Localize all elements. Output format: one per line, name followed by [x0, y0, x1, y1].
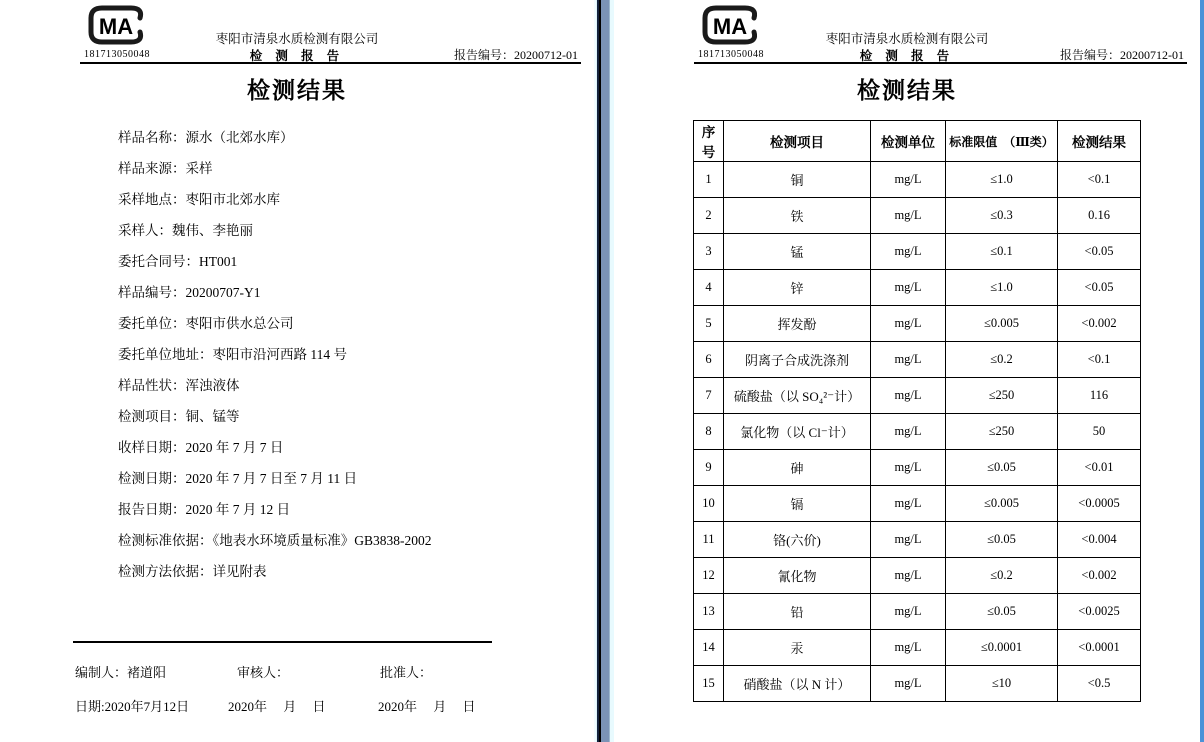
cell-result: <0.002	[1058, 306, 1141, 342]
field-row	[118, 556, 432, 587]
cell-unit: mg/L	[871, 450, 946, 486]
field-row	[118, 432, 432, 463]
cell-limit: ≤0.005	[946, 306, 1058, 342]
approver-label: 批准人：	[380, 665, 433, 680]
table-header-row	[694, 121, 1141, 162]
cell-limit: ≤0.0001	[946, 630, 1058, 666]
cell-result: <0.002	[1058, 558, 1141, 594]
field-label: 收样日期：	[118, 440, 186, 455]
field-label: 样品来源：	[118, 161, 186, 176]
cell-unit: mg/L	[871, 234, 946, 270]
field-row	[118, 339, 432, 370]
header-cell-no: 序号	[694, 121, 724, 162]
table-row	[694, 414, 1141, 450]
field-value: 2020 年 7 月 7 日至 7 月 11 日	[185, 471, 358, 486]
header-cell-result: 检测结果	[1058, 121, 1141, 162]
table-row	[694, 198, 1141, 234]
company-name: 枣阳市清泉水质检测有限公司	[215, 32, 379, 46]
cell-result: <0.05	[1058, 270, 1141, 306]
footer-rule	[73, 641, 492, 643]
prepare-date: 日期:2020年7月12日	[75, 699, 190, 714]
cell-limit: ≤0.05	[946, 594, 1058, 630]
report-page-left	[0, 0, 594, 742]
field-row	[118, 401, 432, 432]
field-label: 样品编号：	[118, 285, 186, 300]
cell-item: 铅	[724, 594, 871, 630]
cell-no: 13	[694, 594, 724, 630]
cell-no: 2	[694, 198, 724, 234]
field-label: 检测方法依据：	[118, 564, 213, 579]
field-row	[118, 184, 432, 215]
field-value: 铜、锰等	[185, 409, 240, 424]
cell-no: 6	[694, 342, 724, 378]
field-value: HT001	[199, 254, 238, 269]
header-cell-item: 检测项目	[724, 121, 871, 162]
cell-item: 镉	[724, 486, 871, 522]
cell-no: 7	[694, 378, 724, 414]
field-label: 委托单位地址：	[118, 347, 213, 362]
report-page-right	[614, 0, 1200, 742]
cell-unit: mg/L	[871, 666, 946, 702]
cell-limit: ≤10	[946, 666, 1058, 702]
page-title: 检测结果	[857, 78, 957, 103]
field-row	[118, 215, 432, 246]
cell-no: 8	[694, 414, 724, 450]
report-number	[454, 46, 578, 63]
header-cell-unit: 检测单位	[871, 121, 946, 162]
field-value: 浑浊液体	[185, 378, 240, 393]
cell-limit: ≤0.05	[946, 522, 1058, 558]
field-label: 采样人：	[118, 223, 172, 238]
cell-no: 15	[694, 666, 724, 702]
field-value: 详见附表	[212, 564, 267, 579]
table-row	[694, 522, 1141, 558]
cell-item: 铜	[724, 162, 871, 198]
cell-result: <0.0001	[1058, 630, 1141, 666]
cell-no: 12	[694, 558, 724, 594]
field-value: 枣阳市沿河西路 114 号	[212, 347, 347, 362]
field-label: 检测标准依据：	[118, 533, 213, 548]
cell-unit: mg/L	[871, 198, 946, 234]
cell-no: 10	[694, 486, 724, 522]
cell-result: <0.0005	[1058, 486, 1141, 522]
field-value: 《地表水环境质量标准》GB3838-2002	[212, 533, 432, 548]
cell-unit: mg/L	[871, 270, 946, 306]
field-label: 委托合同号：	[118, 254, 199, 269]
cell-limit: ≤1.0	[946, 270, 1058, 306]
cell-unit: mg/L	[871, 342, 946, 378]
cell-item: 硫酸盐（以 SO₄²⁻计）	[724, 378, 871, 414]
cell-item: 铁	[724, 198, 871, 234]
table-row	[694, 450, 1141, 486]
report-number-label: 报告编号：	[1059, 48, 1120, 62]
field-row	[118, 463, 432, 494]
field-value: 采样	[185, 161, 213, 176]
doc-type-label: 检 测 报 告	[249, 49, 345, 63]
field-row	[118, 246, 432, 277]
field-value: 枣阳市北郊水库	[185, 192, 280, 207]
cell-result: <0.05	[1058, 234, 1141, 270]
table-row	[694, 378, 1141, 414]
field-label: 采样地点：	[118, 192, 186, 207]
table-row	[694, 270, 1141, 306]
field-row	[118, 277, 432, 308]
cell-result: <0.0025	[1058, 594, 1141, 630]
cell-item: 挥发酚	[724, 306, 871, 342]
field-value: 2020 年 7 月 7 日	[185, 440, 284, 455]
field-row	[118, 494, 432, 525]
cell-result: 50	[1058, 414, 1141, 450]
table-row	[694, 486, 1141, 522]
field-label: 样品名称：	[118, 130, 186, 145]
cell-limit: ≤0.3	[946, 198, 1058, 234]
cell-no: 3	[694, 234, 724, 270]
field-value: 20200707-Y1	[185, 285, 261, 300]
report-fields	[118, 122, 432, 587]
table-row	[694, 306, 1141, 342]
table-row	[694, 162, 1141, 198]
cell-limit: ≤250	[946, 378, 1058, 414]
table-row	[694, 234, 1141, 270]
field-row	[118, 370, 432, 401]
cell-item: 锰	[724, 234, 871, 270]
results-table	[693, 120, 1141, 702]
cell-unit: mg/L	[871, 162, 946, 198]
cell-limit: ≤0.1	[946, 234, 1058, 270]
cell-unit: mg/L	[871, 414, 946, 450]
field-label: 检测日期：	[118, 471, 186, 486]
report-number-label: 报告编号：	[453, 48, 514, 62]
cell-no: 9	[694, 450, 724, 486]
field-value: 2020 年 7 月 12 日	[185, 502, 291, 517]
cell-result: 0.16	[1058, 198, 1141, 234]
cell-unit: mg/L	[871, 486, 946, 522]
approve-date: 2020年 月 日	[378, 699, 476, 714]
field-row	[118, 525, 432, 556]
cell-result: <0.1	[1058, 162, 1141, 198]
page-spine-divider	[594, 0, 614, 742]
report-number-value: 20200712-01	[1120, 48, 1184, 62]
field-label: 检测项目：	[118, 409, 186, 424]
cell-limit: ≤0.2	[946, 558, 1058, 594]
page-title: 检测结果	[247, 78, 347, 103]
cell-unit: mg/L	[871, 378, 946, 414]
cell-limit: ≤1.0	[946, 162, 1058, 198]
table-row	[694, 342, 1141, 378]
viewer-right-edge	[1200, 0, 1204, 742]
field-row	[118, 122, 432, 153]
cma-logo-text: MA	[98, 14, 134, 39]
table-row	[694, 558, 1141, 594]
cell-limit: ≤250	[946, 414, 1058, 450]
report-number-value: 20200712-01	[514, 48, 578, 62]
cell-limit: ≤0.05	[946, 450, 1058, 486]
table-row	[694, 666, 1141, 702]
cell-item: 硝酸盐（以 N 计）	[724, 666, 871, 702]
cell-no: 11	[694, 522, 724, 558]
cell-unit: mg/L	[871, 558, 946, 594]
company-name: 枣阳市清泉水质检测有限公司	[825, 32, 989, 46]
page-header	[0, 0, 594, 64]
cell-limit: ≤0.005	[946, 486, 1058, 522]
doc-type-label: 检 测 报 告	[859, 49, 955, 63]
cell-result: <0.01	[1058, 450, 1141, 486]
cell-item: 汞	[724, 630, 871, 666]
cell-no: 5	[694, 306, 724, 342]
cell-no: 4	[694, 270, 724, 306]
review-date: 2020年 月 日	[228, 699, 326, 714]
header-cell-limit: 标准限值 （Ⅲ类）	[946, 121, 1058, 162]
table-row	[694, 594, 1141, 630]
field-row	[118, 308, 432, 339]
cell-unit: mg/L	[871, 306, 946, 342]
table-row	[694, 630, 1141, 666]
cell-no: 1	[694, 162, 724, 198]
field-row	[118, 153, 432, 184]
report-number	[1060, 46, 1184, 63]
page-header	[614, 0, 1200, 64]
cell-item: 阴离子合成洗涤剂	[724, 342, 871, 378]
cma-logo-text: MA	[712, 14, 748, 39]
field-value: 魏伟、李艳丽	[172, 223, 253, 238]
cert-number: 181713050048	[698, 49, 764, 60]
cell-item: 铬(六价)	[724, 522, 871, 558]
cell-unit: mg/L	[871, 594, 946, 630]
field-label: 报告日期：	[118, 502, 186, 517]
cell-result: <0.5	[1058, 666, 1141, 702]
cell-item: 砷	[724, 450, 871, 486]
cell-result: 116	[1058, 378, 1141, 414]
reviewer-label: 审核人：	[237, 665, 290, 680]
field-label: 样品性状：	[118, 378, 186, 393]
field-value: 源水（北郊水库）	[185, 130, 294, 145]
cell-unit: mg/L	[871, 630, 946, 666]
cert-number: 181713050048	[84, 49, 150, 60]
cell-unit: mg/L	[871, 522, 946, 558]
field-label: 委托单位：	[118, 316, 186, 331]
cell-result: <0.1	[1058, 342, 1141, 378]
cell-no: 14	[694, 630, 724, 666]
cell-limit: ≤0.2	[946, 342, 1058, 378]
preparer-label: 编制人：褚道阳	[75, 665, 167, 680]
cell-item: 锌	[724, 270, 871, 306]
cell-item: 氯化物（以 Cl⁻计）	[724, 414, 871, 450]
field-value: 枣阳市供水总公司	[185, 316, 294, 331]
cell-item: 氰化物	[724, 558, 871, 594]
cell-result: <0.004	[1058, 522, 1141, 558]
